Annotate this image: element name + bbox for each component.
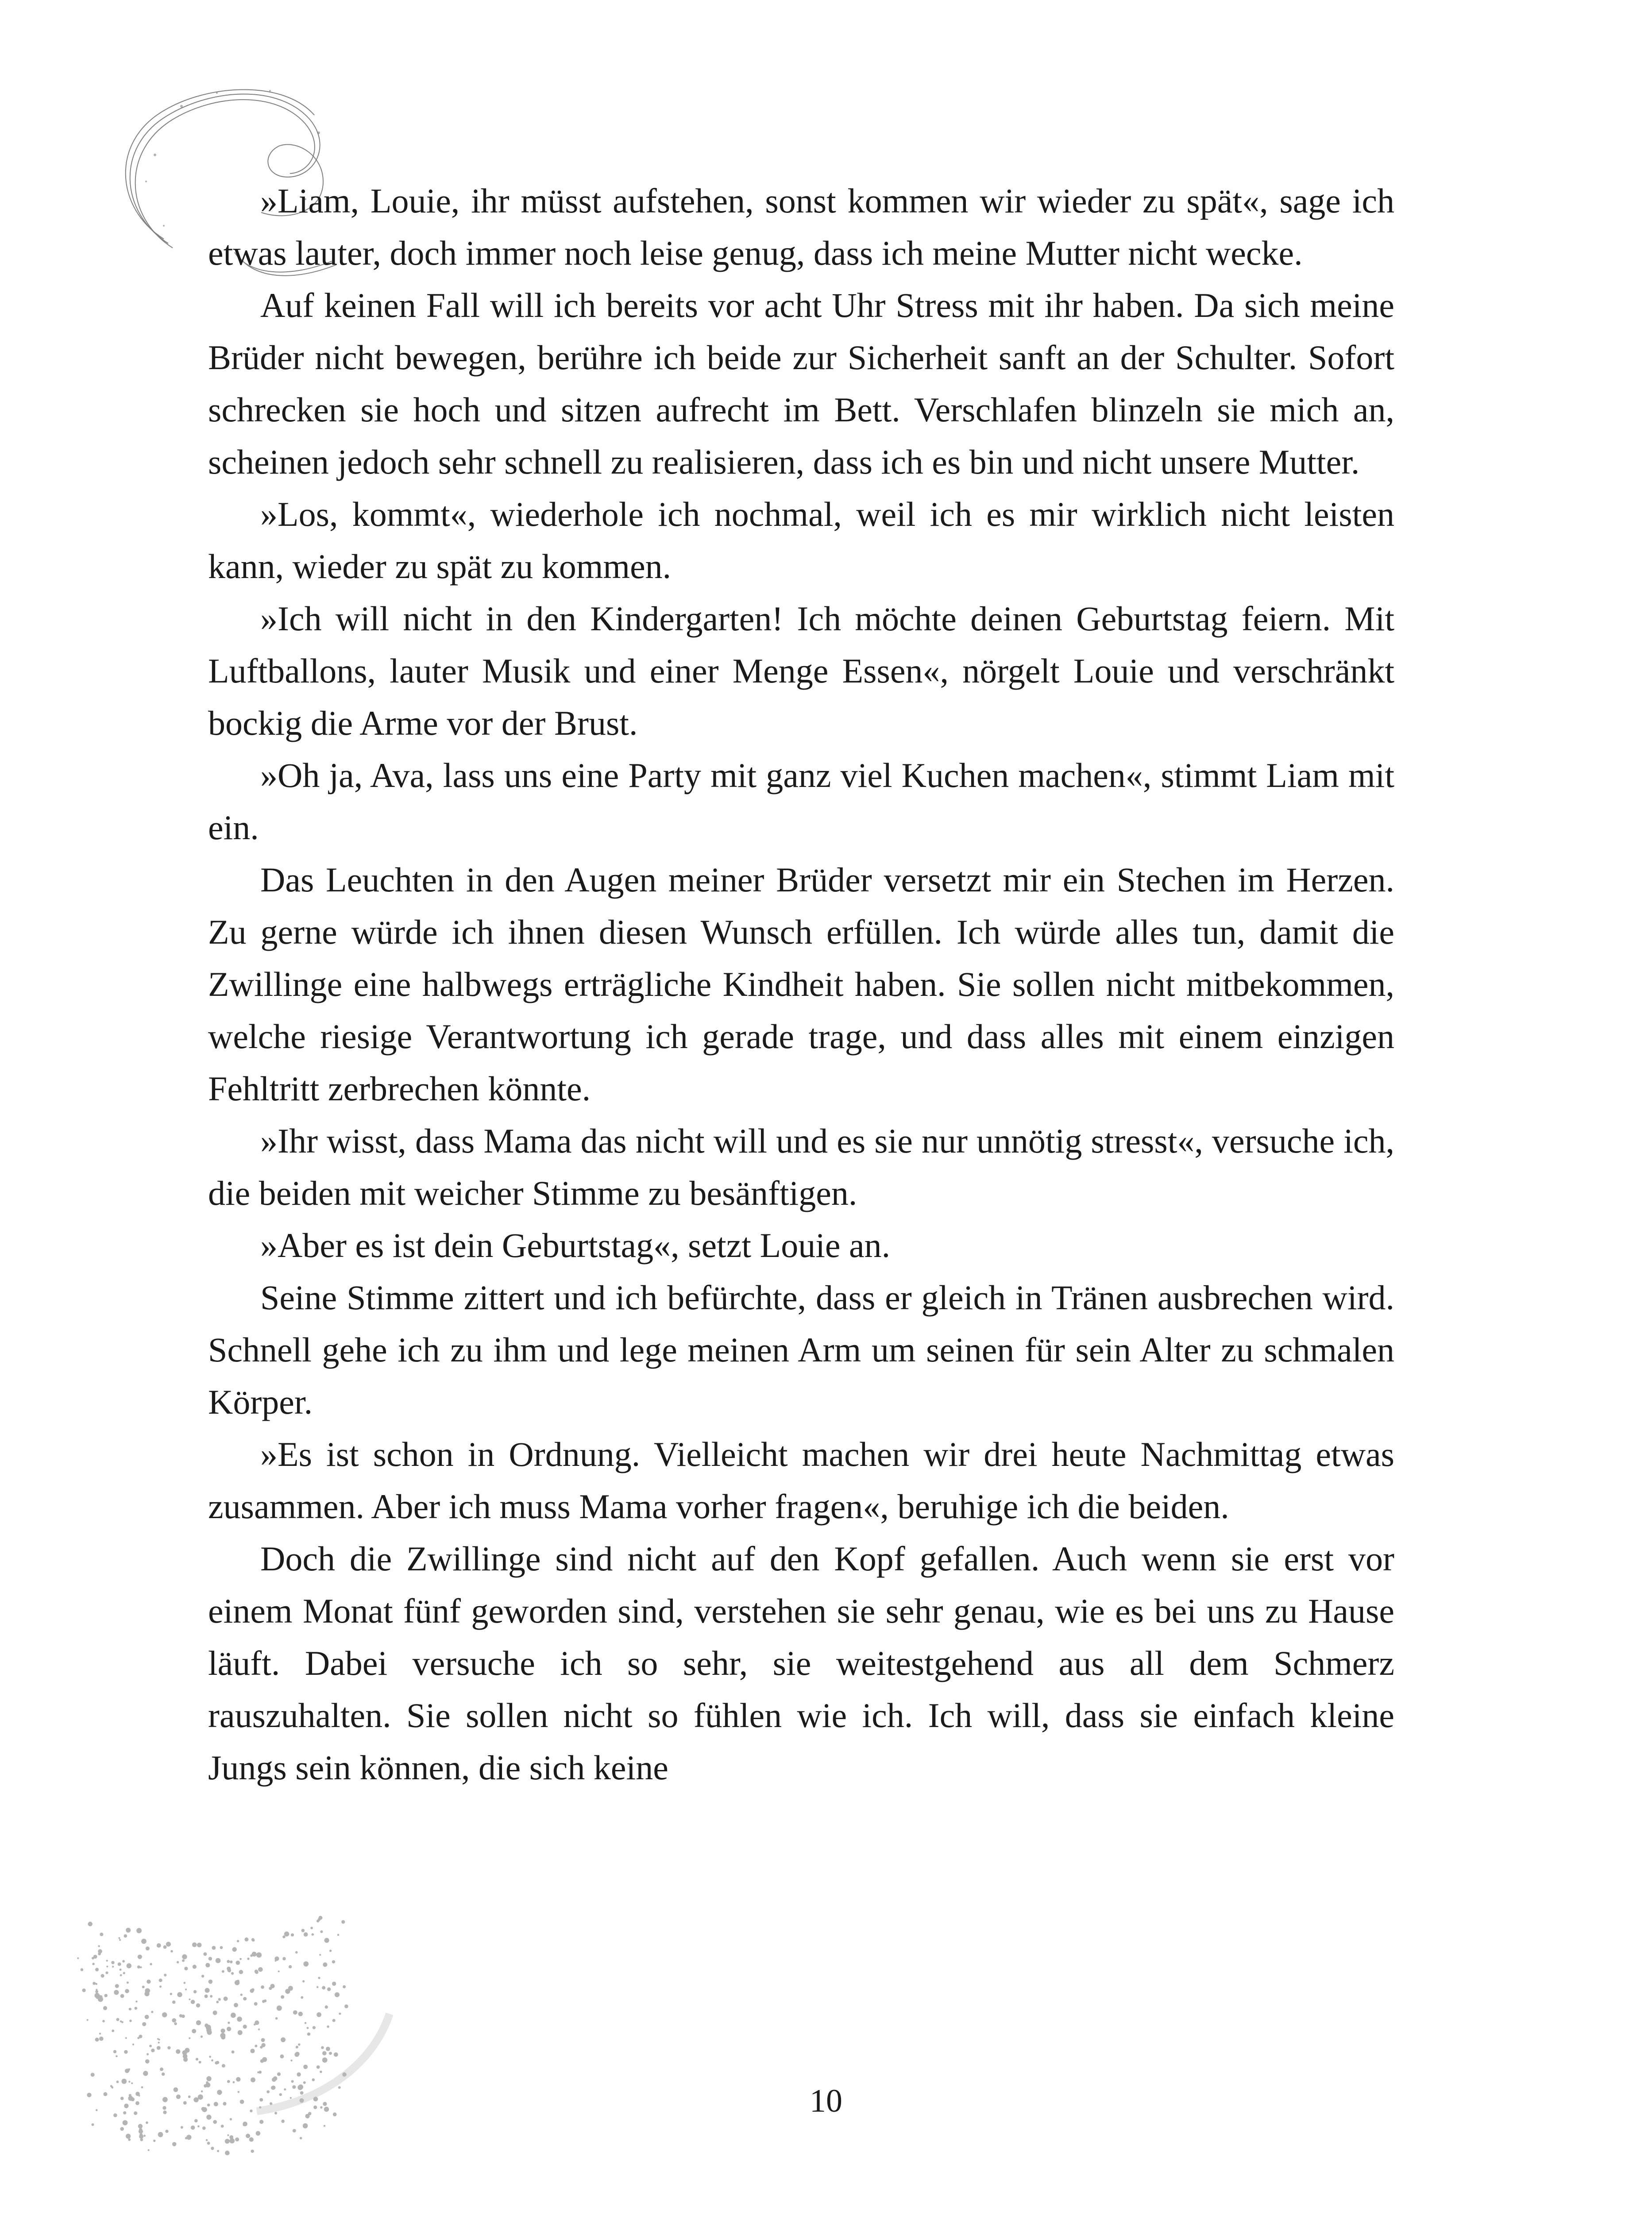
paragraph: »Liam, Louie, ihr müsst aufstehen, sonst kommen wir wieder zu spät«, sage ich etwas lauter, doch immer noch leise genug, dass ich meine Mutter nicht wecke. bbox=[208, 181, 1394, 272]
paragraph: Seine Stimme zittert und ich befürchte, dass er gleich in Tränen ausbrechen wird. Schnell gehe ich zu ihm und lege meinen Arm um seinen für sein Alter zu schmalen Körper. bbox=[208, 1278, 1394, 1421]
paragraph: »Ich will nicht in den Kindergarten! Ich möchte deinen Geburtstag feiern. Mit Luftballons, lauter Musik und einer Menge Essen«, nörgelt Louie und verschränkt bockig die Arme vor der Brust. bbox=[208, 599, 1394, 742]
paragraph: Das Leuchten in den Augen meiner Brüder versetzt mir ein Stechen im Herzen. Zu gerne würde ich ihnen diesen Wunsch erfüllen. Ich würde alles tun, damit die Zwillinge eine halbwegs erträgliche Kindheit haben. Sie sollen nicht mitbekommen, welche riesige Verantwortung ich gerade trage, und dass alles mit einem einzigen Fehltritt zerbrechen könnte. bbox=[208, 860, 1394, 1108]
paragraph: Auf keinen Fall will ich bereits vor acht Uhr Stress mit ihr haben. Da sich meine Brüder nicht bewegen, berühre ich beide zur Sicherheit sanft an der Schulter. Sofort schrecken sie hoch und sitzen aufrecht im Bett. Verschlafen blinzeln sie mich an, scheinen jedoch sehr schnell zu realisieren, dass ich es bin und nicht unsere Mutter. bbox=[208, 286, 1394, 481]
paragraph: »Aber es ist dein Geburtstag«, setzt Louie an. bbox=[260, 1226, 891, 1265]
paragraph: Doch die Zwillinge sind nicht auf den Kopf gefallen. Auch wenn sie erst vor einem Monat fünf geworden sind, verstehen sie sehr genau, wie es bei uns zu Hause läuft. Dabei versuche ich so sehr, sie weitestgehend aus all dem Schmerz rauszuhalten. Sie sollen nicht so fühlen wie ich. Ich will, dass sie einfach kleine Jungs sein können, die sich keine bbox=[208, 1539, 1394, 1787]
dotted-heart-ornament-icon bbox=[71, 1881, 434, 2191]
paragraph: »Ihr wisst, dass Mama das nicht will und es sie nur unnötig stresst«, versuche ich, die beiden mit weicher Stimme zu besänftigen. bbox=[208, 1122, 1394, 1212]
paragraph: »Es ist schon in Ordnung. Vielleicht machen wir drei heute Nachmittag etwas zusammen. Aber ich muss Mama vorher fragen«, beruhige ich die beiden. bbox=[208, 1435, 1394, 1526]
body-text bbox=[208, 175, 1394, 1794]
page-number: 10 bbox=[810, 2083, 842, 2119]
paragraph: »Oh ja, Ava, lass uns eine Party mit ganz viel Kuchen machen«, stimmt Liam mit ein. bbox=[208, 756, 1394, 847]
paragraph: »Los, kommt«, wiederhole ich nochmal, weil ich es mir wirklich nicht leisten kann, wieder zu spät zu kommen. bbox=[208, 495, 1394, 586]
